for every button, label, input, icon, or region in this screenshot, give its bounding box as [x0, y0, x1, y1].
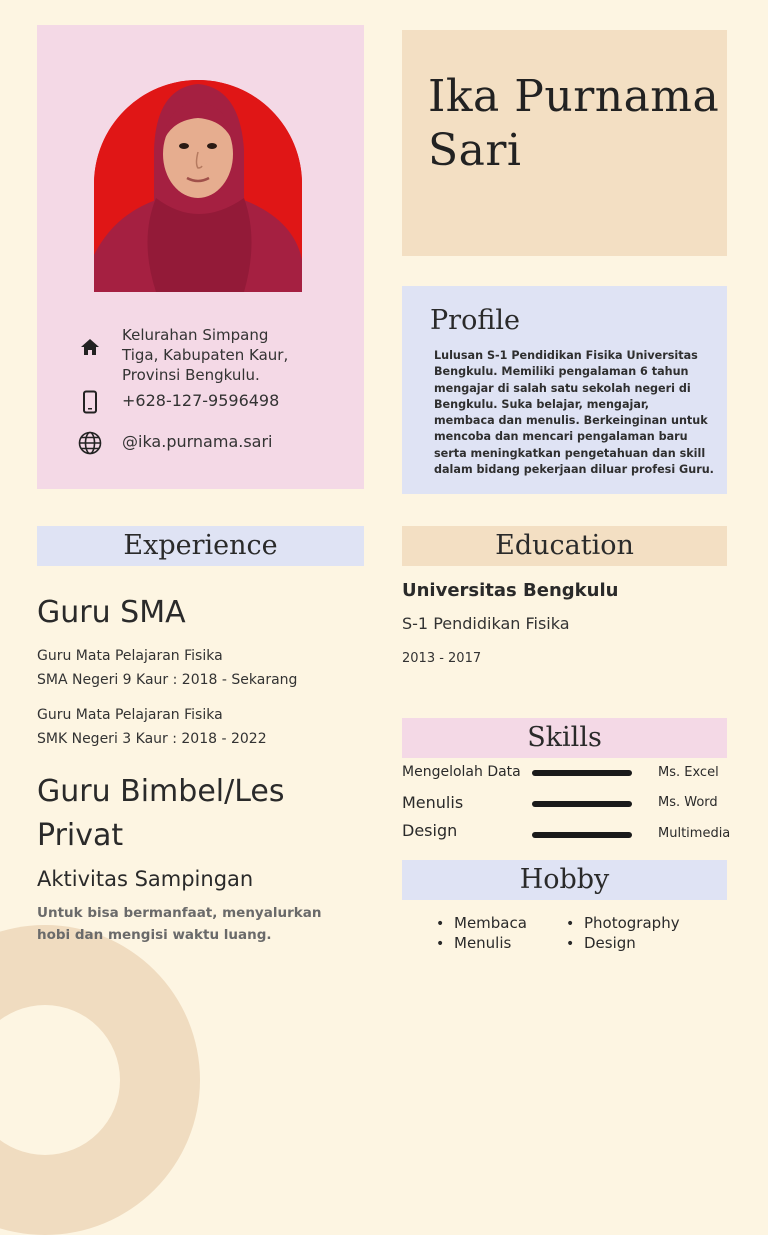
hobby-heading: Hobby	[519, 864, 610, 895]
experience-header	[37, 526, 364, 566]
name-line: Ika Purnama	[428, 71, 720, 122]
job-role: Guru Mata Pelajaran Fisika	[37, 648, 223, 664]
profile-line: Lulusan S-1 Pendidikan Fisika Universitas	[434, 349, 698, 362]
skill-tool: Ms. Excel	[658, 765, 719, 780]
phone-number: +628-127-9596498	[122, 391, 280, 410]
profile-line: mengajar di salah satu sekolah negeri di	[434, 381, 691, 395]
education-header	[402, 526, 727, 566]
skill-bar-fill	[532, 832, 632, 838]
education-years: 2013 - 2017	[402, 651, 482, 666]
school-name: Universitas Bengkulu	[402, 580, 619, 601]
profile-line: Bengkulu. Memiliki pengalaman 6 tahun	[434, 365, 689, 379]
side-activity-title: Aktivitas Sampingan	[37, 867, 254, 891]
skill-label: Design	[402, 821, 458, 840]
phone-icon	[78, 390, 102, 414]
address-line: Tiga, Kabupaten Kaur,	[122, 346, 289, 364]
skill-tool: Multimedia	[658, 826, 731, 841]
experience-heading: Experience	[123, 530, 278, 561]
profile-heading: Profile	[430, 305, 520, 336]
home-icon	[78, 335, 102, 359]
job-title: Guru SMA	[37, 595, 186, 630]
skill-bar-fill	[532, 801, 632, 807]
address-line: Provinsi Bengkulu.	[122, 366, 260, 384]
hobby-item: • Photography	[584, 914, 680, 932]
education-heading: Education	[495, 530, 634, 561]
skills-heading: Skills	[527, 722, 602, 753]
job-title: Privat	[37, 818, 124, 853]
profile-summary	[434, 348, 716, 478]
hobby-item: • Membaca	[454, 914, 527, 932]
address	[122, 325, 288, 385]
skills-header	[402, 718, 727, 758]
skill-label: Menulis	[402, 793, 464, 812]
skill-tool: Ms. Word	[658, 795, 718, 810]
job-place: SMA Negeri 9 Kaur : 2018 - Sekarang	[37, 672, 298, 688]
skill-bar	[532, 801, 632, 807]
side-activity-line: Untuk bisa bermanfaat, menyalurkan	[37, 905, 322, 921]
address-line: Kelurahan Simpang	[122, 326, 269, 344]
side-activity-desc	[37, 902, 357, 946]
profile-photo-illustration	[94, 80, 302, 292]
full-name	[428, 70, 719, 178]
skill-bar-fill	[532, 770, 632, 776]
name-line: Sari	[428, 125, 522, 176]
job-role: Guru Mata Pelajaran Fisika	[37, 707, 223, 723]
skill-bar	[532, 770, 632, 776]
profile-line: membaca dan menulis. Berkeinginan untuk	[434, 414, 708, 428]
social-handle: @ika.purnama.sari	[122, 432, 273, 451]
skill-label: Mengelolah Data	[402, 764, 521, 780]
hobby-item: • Menulis	[454, 934, 511, 952]
job-place: SMK Negeri 3 Kaur : 2018 - 2022	[37, 731, 267, 747]
globe-icon	[78, 431, 102, 455]
profile-line: mencoba dan mencari pengalaman baru	[434, 430, 688, 444]
profile-line: Bengkulu. Suka belajar, mengajar,	[434, 397, 649, 411]
degree: S-1 Pendidikan Fisika	[402, 614, 570, 633]
side-activity-line: hobi dan mengisi waktu luang.	[37, 927, 272, 943]
profile-line: serta meningkatkan pengetahuan dan skill	[434, 446, 706, 460]
skill-bar	[532, 832, 632, 838]
hobby-header	[402, 860, 727, 900]
hobby-item: • Design	[584, 934, 636, 952]
job-title: Guru Bimbel/Les	[37, 774, 285, 809]
profile-photo	[94, 80, 302, 292]
profile-line: dalam bidang pekerjaan diluar profesi Guru.	[434, 463, 714, 477]
